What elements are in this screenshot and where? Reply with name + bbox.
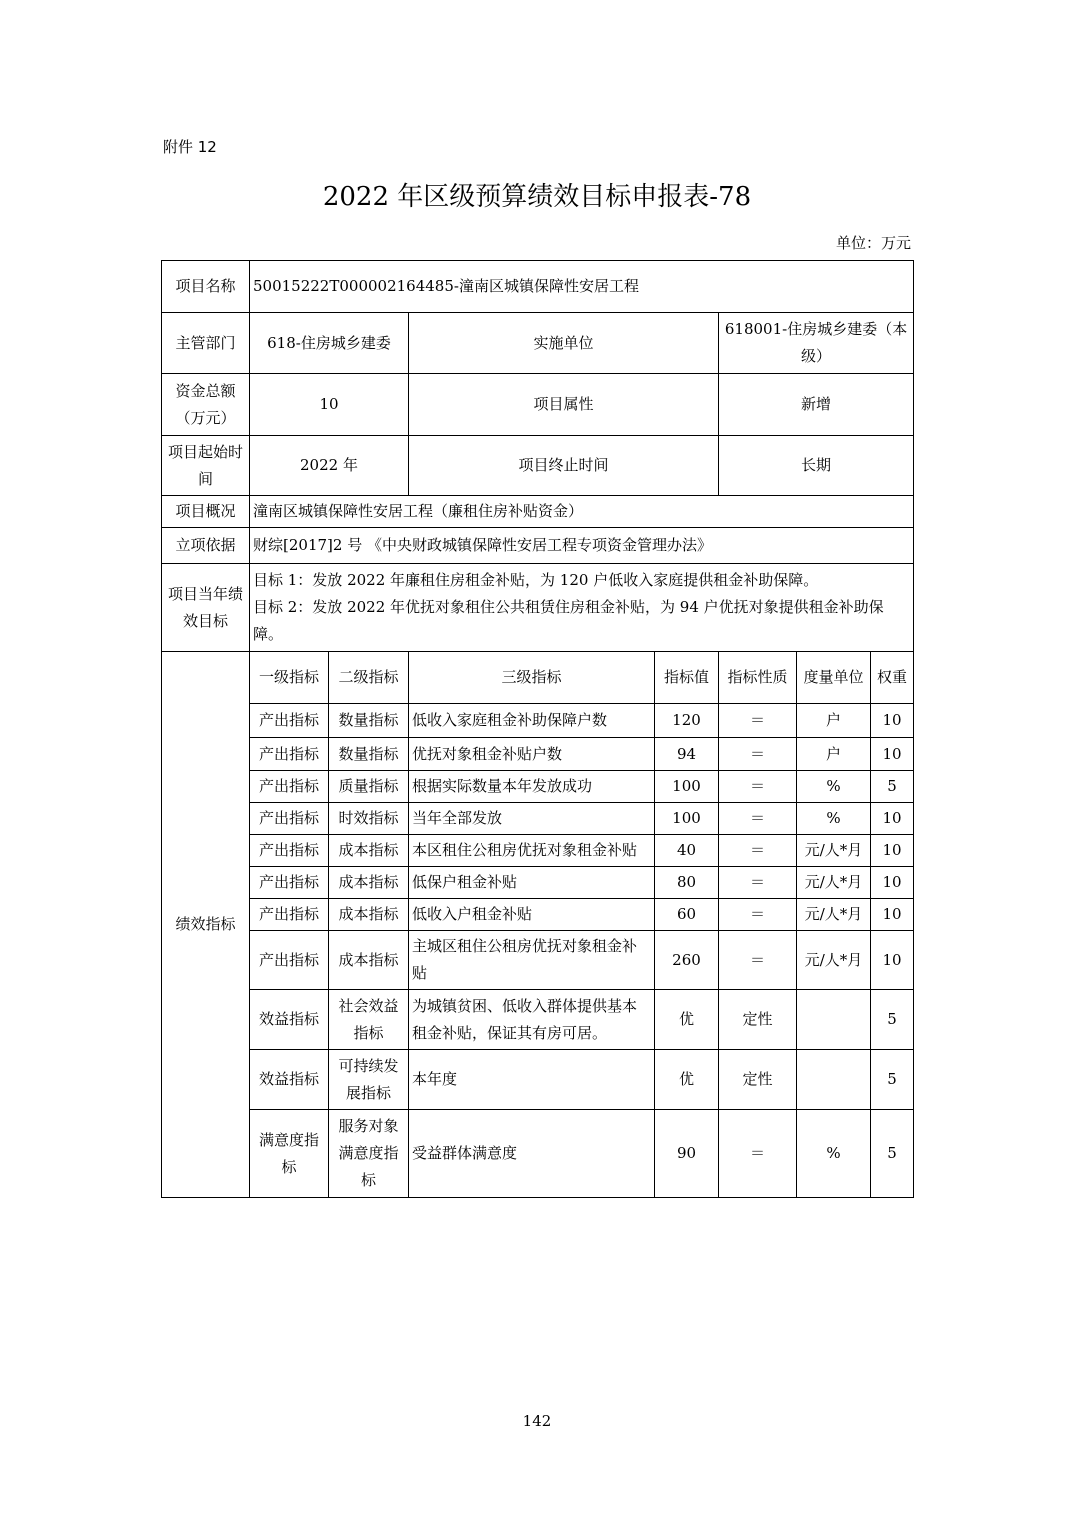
page-title: 2022 年区级预算绩效目标申报表-78: [322, 182, 752, 212]
indicator-value: 260: [655, 931, 719, 990]
indicator-header-unit: 度量单位: [797, 652, 871, 704]
row-project-name: [162, 261, 914, 313]
indicator-unit: 户: [797, 704, 871, 738]
indicator-unit: %: [797, 1110, 871, 1198]
label-start-time: 项目起始时间: [162, 436, 250, 496]
value-overview: 潼南区城镇保障性安居工程（廉租住房补贴资金）: [250, 496, 914, 528]
indicator-level3: 本区租住公租房优抚对象租金补贴: [409, 835, 655, 867]
indicator-value: 60: [655, 899, 719, 931]
indicator-weight: 10: [871, 899, 914, 931]
indicator-level1: 产出指标: [250, 867, 329, 899]
indicator-value: 100: [655, 771, 719, 803]
indicator-weight: 5: [871, 990, 914, 1050]
indicator-weight: 5: [871, 1110, 914, 1198]
indicator-level3: 主城区租住公租房优抚对象租金补贴: [409, 931, 655, 990]
indicator-level3: 本年度: [409, 1050, 655, 1110]
value-attribute: 新增: [719, 374, 914, 436]
label-basis: 立项依据: [162, 528, 250, 564]
indicator-weight: 10: [871, 867, 914, 899]
indicator-unit: 元/人*月: [797, 867, 871, 899]
indicator-level2: 数量指标: [329, 704, 409, 738]
indicator-header-level3: 三级指标: [409, 652, 655, 704]
indicator-unit: [797, 1050, 871, 1110]
indicator-value: 90: [655, 1110, 719, 1198]
indicator-row: [162, 771, 914, 803]
label-department: 主管部门: [162, 313, 250, 374]
label-end-time: 项目终止时间: [409, 436, 719, 496]
indicator-level1: 产出指标: [250, 738, 329, 771]
indicator-weight: 10: [871, 931, 914, 990]
label-attribute: 项目属性: [409, 374, 719, 436]
indicator-header-row: [162, 652, 914, 704]
indicator-unit: 元/人*月: [797, 899, 871, 931]
indicator-value: 94: [655, 738, 719, 771]
indicator-level1: 产出指标: [250, 771, 329, 803]
indicator-level1: 满意度指标: [250, 1110, 329, 1198]
indicator-value: 100: [655, 803, 719, 835]
indicator-row: [162, 867, 914, 899]
indicator-nature: ＝: [719, 1110, 797, 1198]
goal-2: 目标 2：发放 2022 年优抚对象租住公共租赁住房租金补贴，为 94 户优抚对象提供租金补助保障。: [253, 598, 884, 643]
indicator-value: 80: [655, 867, 719, 899]
value-basis: 财综[2017]2 号 《中央财政城镇保障性安居工程专项资金管理办法》: [250, 528, 914, 564]
label-project-name: 项目名称: [162, 261, 250, 313]
indicator-row: [162, 704, 914, 738]
indicator-row: [162, 990, 914, 1050]
row-funds: [162, 374, 914, 436]
label-indicators: 绩效指标: [162, 652, 250, 1198]
indicator-header-value: 指标值: [655, 652, 719, 704]
indicator-level2: 成本指标: [329, 867, 409, 899]
indicator-unit: 元/人*月: [797, 931, 871, 990]
value-end-time: 长期: [719, 436, 914, 496]
indicator-unit: [797, 990, 871, 1050]
indicator-nature: ＝: [719, 803, 797, 835]
indicator-nature: ＝: [719, 704, 797, 738]
indicator-nature: ＝: [719, 771, 797, 803]
indicator-level3: 低收入户租金补贴: [409, 899, 655, 931]
indicator-header-level2: 二级指标: [329, 652, 409, 704]
indicator-value: 优: [655, 1050, 719, 1110]
indicator-value: 120: [655, 704, 719, 738]
indicator-nature: ＝: [719, 931, 797, 990]
value-goals: [250, 564, 914, 652]
indicator-level1: 产出指标: [250, 931, 329, 990]
indicator-row: [162, 1110, 914, 1198]
indicator-level2: 数量指标: [329, 738, 409, 771]
value-project-name: 50015222T000002164485-潼南区城镇保障性安居工程: [250, 261, 914, 313]
indicator-level2: 时效指标: [329, 803, 409, 835]
indicator-row: [162, 835, 914, 867]
goal-1: 目标 1：发放 2022 年廉租住房租金补贴，为 120 户低收入家庭提供租金补助保障。: [253, 571, 819, 589]
indicator-header-nature: 指标性质: [719, 652, 797, 704]
indicator-weight: 5: [871, 771, 914, 803]
indicator-level1: 产出指标: [250, 803, 329, 835]
indicator-level3: 当年全部发放: [409, 803, 655, 835]
indicator-weight: 10: [871, 704, 914, 738]
indicator-level1: 产出指标: [250, 704, 329, 738]
label-goals: 项目当年绩效目标: [162, 564, 250, 652]
indicator-level1: 产出指标: [250, 835, 329, 867]
label-overview: 项目概况: [162, 496, 250, 528]
indicator-nature: ＝: [719, 867, 797, 899]
indicator-level1: 效益指标: [250, 1050, 329, 1110]
page-number: 142: [522, 1412, 552, 1430]
indicator-value: 40: [655, 835, 719, 867]
indicator-level3: 低收入家庭租金补助保障户数: [409, 704, 655, 738]
value-implementer: 618001-住房城乡建委（本级）: [719, 313, 914, 374]
indicator-weight: 5: [871, 1050, 914, 1110]
value-start-time: 2022 年: [250, 436, 409, 496]
row-time: [162, 436, 914, 496]
attachment-label: 附件 12: [163, 138, 217, 156]
indicator-row: [162, 738, 914, 771]
indicator-unit: 元/人*月: [797, 835, 871, 867]
indicator-level3: 受益群体满意度: [409, 1110, 655, 1198]
indicator-level2: 服务对象满意度指标: [329, 1110, 409, 1198]
indicator-nature: ＝: [719, 899, 797, 931]
indicator-value: 优: [655, 990, 719, 1050]
indicator-level3: 低保户租金补贴: [409, 867, 655, 899]
indicator-nature: 定性: [719, 990, 797, 1050]
unit-label: 单位：万元: [835, 234, 911, 252]
indicator-unit: %: [797, 771, 871, 803]
indicator-header-weight: 权重: [871, 652, 914, 704]
indicator-weight: 10: [871, 803, 914, 835]
indicator-level3: 根据实际数量本年发放成功: [409, 771, 655, 803]
indicator-level1: 产出指标: [250, 899, 329, 931]
indicator-level2: 可持续发展指标: [329, 1050, 409, 1110]
row-department: [162, 313, 914, 374]
value-total-funds: 10: [250, 374, 409, 436]
indicator-level2: 成本指标: [329, 931, 409, 990]
indicator-unit: %: [797, 803, 871, 835]
indicator-header-level1: 一级指标: [250, 652, 329, 704]
indicator-row: [162, 803, 914, 835]
indicator-unit: 户: [797, 738, 871, 771]
budget-form-table: [161, 260, 914, 1198]
row-overview: [162, 496, 914, 528]
label-total-funds: 资金总额（万元）: [162, 374, 250, 436]
row-goals: [162, 564, 914, 652]
indicator-level3: 为城镇贫困、低收入群体提供基本租金补贴，保证其有房可居。: [409, 990, 655, 1050]
indicator-level2: 社会效益指标: [329, 990, 409, 1050]
indicator-level2: 成本指标: [329, 899, 409, 931]
indicator-row: [162, 931, 914, 990]
indicator-nature: ＝: [719, 835, 797, 867]
indicator-row: [162, 899, 914, 931]
label-implementer: 实施单位: [409, 313, 719, 374]
value-department: 618-住房城乡建委: [250, 313, 409, 374]
indicator-weight: 10: [871, 835, 914, 867]
indicator-nature: ＝: [719, 738, 797, 771]
indicator-level2: 质量指标: [329, 771, 409, 803]
indicator-level1: 效益指标: [250, 990, 329, 1050]
indicator-level3: 优抚对象租金补贴户数: [409, 738, 655, 771]
indicator-row: [162, 1050, 914, 1110]
indicator-weight: 10: [871, 738, 914, 771]
indicator-nature: 定性: [719, 1050, 797, 1110]
indicator-level2: 成本指标: [329, 835, 409, 867]
row-basis: [162, 528, 914, 564]
